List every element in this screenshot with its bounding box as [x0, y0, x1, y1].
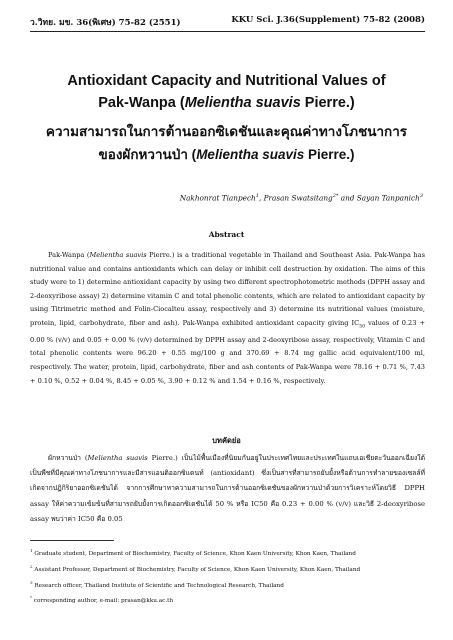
species-name: Melientha suavis	[184, 95, 301, 111]
header-thai-citation: ว.วิทย. มข. 36(พิเศษ) 75-82 (2551)	[30, 18, 181, 28]
footnote-2: $^2$ Assistant Professor, Department of Biochemistry, Faculty of Science, Khon Kaen University, Khon Kaen, Thailand	[30, 564, 361, 573]
running-header	[30, 15, 425, 29]
header-english-citation: KKU Sci. J.36(Supplement) 75-82 (2008)	[231, 15, 425, 25]
abstract-heading: Abstract	[208, 230, 245, 239]
footnote-1: $^1$ Graduate student, Department of Biochemistry, Faculty of Science, Khon Kaen University, Khon Kaen, Thailand	[30, 548, 356, 557]
species-name-th: Melientha suavis	[196, 147, 305, 162]
title-en-line1: Antioxidant Capacity and Nutritional Values of	[67, 73, 386, 89]
footnote-corresponding: * corresponding author, e-mail: prasan@kku.ac.th	[30, 595, 174, 604]
author-list: Nakhonrat Tianpech$^1$, Prasan Swatsitang$^{2*}$ and Sayan Tanpanich$^3$	[179, 193, 423, 203]
title-en-line2: Pak-Wanpa (Melientha suavis Pierre.)	[98, 95, 355, 111]
footnote-rule	[30, 540, 114, 541]
thai-abstract-body: ผักหวานป่า (Melientha suavis Pierre.) เป็นไม้พื้นเมืองที่นิยมกันอยู่ในประเทศไทยและประเทศในแถบเอเชียตะวันออกเฉียงใต้ เป็นพืชที่มีคุณค่าทางโภชนาการและมีสารแอนติออกซิแดนท์ (antioxidant) ซึ่งเป็นสารที่สามารถยับยั้งหรือต้านการทำลายของเซลล์ที่เกิดจากปฏิกิริยาออกซิเดชันได้ จากการศึกษาหาความสามารถในการต้านออกซิเดชันของผักหวานป่าด้วยการวิเคราะห์โดยวิธี DPPH assay ให้ค่าความเข้มข้นที่สามารถยับยั้งการเกิดออกซิเดชันได้ 50 % หรือ IC50 คือ 0.23 + 0.00 % (v/v) และวิธี 2-deoxyribose assay พบว่าค่า IC50 คือ 0.05	[30, 454, 425, 523]
abstract-body: Pak-Wanpa (Melientha suavis Pierre.) is a traditional vegetable in Thailand and Southeast Asia. Pak-Wanpa has nutritional value and contains antioxidants which can delay or inhibit cell destruction by oxidation. The aims of this study were to 1) determine antioxidant capacity by using two different spectrophotometric methods (DPPH assay and 2-deoxyribose assay) 2) determine vitamin C and total phenolic contents, which are related to antioxidant capacity by using Titrimetric method and Folin-Ciocalteu assay, respectively and 3) determine its nutritional values (moisture, protein, lipid, carbohydrate, fiber and ash). Pak-Wanpa exhibited antioxidant capacity giving $IC_{50}$ values of 0.23 + 0.00 % (v/v) and 0.05 + 0.00 % (v/v) determined by DPPH assay and 2-deoxyribose assay, respectively, Vitamin C and total phenolic contents were 96.20 + 0.55 mg/100 g and 370.69 + 8.74 mg gallic acid equivalent/100 ml, respectively. The water, protein, lipid, carbohydrate, fiber and ash contents of Pak-Wanpa were 78.16 + 0.71 %, 7.43 + 0.10 %, 0.52 + 0.04 %, 8.45 + 0.05 %, 3.90 + 0.12 % and 1.54 + 0.16 %, respectively.	[30, 251, 425, 385]
header-rule	[30, 31, 425, 32]
title-th-line2: ของผักหวานป่า (Melientha suavis Pierre.)	[98, 147, 355, 162]
thai-abstract-heading: บทคัดย่อ	[212, 436, 241, 445]
footnote-3: $^3$ Research officer, Thailand Institute of Scientific and Technological Research, Thailand	[30, 580, 284, 589]
title-th-line1: ความสามารถในการต้านออกซิเดชันและคุณค่าทางโภชนาการ	[45, 124, 408, 139]
